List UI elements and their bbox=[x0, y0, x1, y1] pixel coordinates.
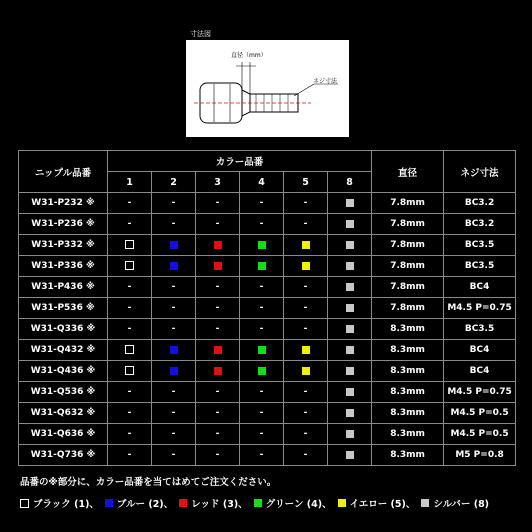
yellow-swatch-icon bbox=[302, 367, 310, 375]
green-swatch-icon bbox=[258, 262, 266, 270]
table-row bbox=[19, 340, 516, 361]
legend-item bbox=[254, 496, 332, 510]
legend-label: レッド (3)、 bbox=[191, 499, 248, 510]
thread-value: M4.5 P=0.75 bbox=[444, 298, 516, 319]
color-unavailable: - bbox=[196, 382, 240, 403]
color-unavailable: - bbox=[108, 403, 152, 424]
part-number: W31-Q736 ※ bbox=[19, 445, 108, 466]
color-unavailable: - bbox=[108, 298, 152, 319]
table-row bbox=[19, 424, 516, 445]
color-cell bbox=[240, 256, 284, 277]
silver-swatch-icon bbox=[346, 220, 354, 228]
silver-swatch-icon bbox=[346, 283, 354, 291]
red-swatch-icon bbox=[214, 262, 222, 270]
color-unavailable: - bbox=[196, 403, 240, 424]
legend-label: イエロー (5)、 bbox=[349, 499, 416, 510]
silver-swatch-icon bbox=[346, 430, 354, 438]
color-unavailable: - bbox=[284, 193, 328, 214]
color-unavailable: - bbox=[196, 193, 240, 214]
legend-label: シルバー (8) bbox=[433, 499, 490, 510]
color-cell bbox=[284, 235, 328, 256]
yellow-swatch-icon bbox=[338, 499, 346, 507]
color-unavailable: - bbox=[284, 214, 328, 235]
color-legend bbox=[20, 496, 495, 510]
color-unavailable: - bbox=[152, 214, 196, 235]
color-cell bbox=[152, 340, 196, 361]
silver-swatch-icon bbox=[346, 451, 354, 459]
header-nipple: ニップル品番 bbox=[19, 151, 108, 193]
diameter-value: 7.8mm bbox=[372, 214, 444, 235]
color-cell bbox=[152, 256, 196, 277]
black-swatch-icon bbox=[20, 499, 29, 508]
diameter-value: 8.3mm bbox=[372, 445, 444, 466]
color-unavailable: - bbox=[152, 319, 196, 340]
thread-value: M4.5 P=0.5 bbox=[444, 403, 516, 424]
silver-swatch-icon bbox=[346, 325, 354, 333]
diameter-value: 7.8mm bbox=[372, 193, 444, 214]
color-unavailable: - bbox=[152, 382, 196, 403]
diameter-value: 7.8mm bbox=[372, 235, 444, 256]
color-unavailable: - bbox=[152, 193, 196, 214]
color-cell bbox=[328, 403, 372, 424]
color-unavailable: - bbox=[196, 424, 240, 445]
part-number: W31-Q536 ※ bbox=[19, 382, 108, 403]
color-unavailable: - bbox=[240, 424, 284, 445]
black-swatch-icon bbox=[125, 345, 134, 354]
color-unavailable: - bbox=[152, 403, 196, 424]
diameter-value: 8.3mm bbox=[372, 403, 444, 424]
blue-swatch-icon bbox=[170, 241, 178, 249]
color-col-1: 1 bbox=[108, 172, 152, 193]
table-row bbox=[19, 319, 516, 340]
dimension-diagram bbox=[186, 40, 349, 137]
diameter-value: 8.3mm bbox=[372, 361, 444, 382]
thread-value: BC4 bbox=[444, 361, 516, 382]
blue-swatch-icon bbox=[170, 367, 178, 375]
header-diameter: 直径 bbox=[372, 151, 444, 193]
color-unavailable: - bbox=[152, 277, 196, 298]
silver-swatch-icon bbox=[346, 388, 354, 396]
thread-value: BC4 bbox=[444, 277, 516, 298]
color-cell bbox=[108, 361, 152, 382]
color-unavailable: - bbox=[240, 277, 284, 298]
legend-item bbox=[105, 496, 173, 510]
color-unavailable: - bbox=[196, 298, 240, 319]
color-unavailable: - bbox=[108, 277, 152, 298]
table-row bbox=[19, 298, 516, 319]
red-swatch-icon bbox=[214, 346, 222, 354]
color-unavailable: - bbox=[284, 277, 328, 298]
silver-swatch-icon bbox=[346, 199, 354, 207]
thread-value: BC4 bbox=[444, 340, 516, 361]
diameter-value: 8.3mm bbox=[372, 382, 444, 403]
table-row bbox=[19, 214, 516, 235]
blue-swatch-icon bbox=[105, 499, 113, 507]
diameter-value: 7.8mm bbox=[372, 298, 444, 319]
thread-value: M4.5 P=0.5 bbox=[444, 424, 516, 445]
color-unavailable: - bbox=[240, 193, 284, 214]
table-row bbox=[19, 235, 516, 256]
table-row bbox=[19, 193, 516, 214]
spec-table bbox=[18, 150, 516, 466]
color-unavailable: - bbox=[196, 319, 240, 340]
diagram-title: 寸法図 bbox=[190, 30, 211, 38]
color-unavailable: - bbox=[240, 403, 284, 424]
color-col-5: 5 bbox=[284, 172, 328, 193]
thread-value: BC3.2 bbox=[444, 193, 516, 214]
color-cell bbox=[196, 340, 240, 361]
legend-label: グリーン (4)、 bbox=[265, 499, 332, 510]
table-row bbox=[19, 277, 516, 298]
color-cell bbox=[328, 361, 372, 382]
silver-swatch-icon bbox=[346, 409, 354, 417]
silver-swatch-icon bbox=[346, 346, 354, 354]
green-swatch-icon bbox=[258, 241, 266, 249]
part-number: W31-P536 ※ bbox=[19, 298, 108, 319]
order-note: 品番の※部分に、カラー品番を当てはめてご注文ください。 bbox=[20, 477, 277, 488]
color-unavailable: - bbox=[284, 319, 328, 340]
color-cell bbox=[328, 340, 372, 361]
color-cell bbox=[196, 235, 240, 256]
silver-swatch-icon bbox=[346, 304, 354, 312]
green-swatch-icon bbox=[258, 346, 266, 354]
legend-item bbox=[179, 496, 248, 510]
color-unavailable: - bbox=[152, 445, 196, 466]
part-number: W31-P436 ※ bbox=[19, 277, 108, 298]
nipple-drawing bbox=[186, 40, 349, 137]
color-cell bbox=[152, 235, 196, 256]
table-row bbox=[19, 403, 516, 424]
black-swatch-icon bbox=[125, 366, 134, 375]
table-row bbox=[19, 256, 516, 277]
color-unavailable: - bbox=[108, 445, 152, 466]
part-number: W31-P336 ※ bbox=[19, 256, 108, 277]
thread-value: BC3.2 bbox=[444, 214, 516, 235]
green-swatch-icon bbox=[254, 499, 262, 507]
color-cell bbox=[328, 382, 372, 403]
color-cell bbox=[240, 340, 284, 361]
legend-item bbox=[338, 496, 416, 510]
color-unavailable: - bbox=[108, 193, 152, 214]
part-number: W31-P236 ※ bbox=[19, 214, 108, 235]
red-swatch-icon bbox=[214, 241, 222, 249]
part-number: W31-Q636 ※ bbox=[19, 424, 108, 445]
part-number: W31-Q336 ※ bbox=[19, 319, 108, 340]
part-number: W31-P232 ※ bbox=[19, 193, 108, 214]
color-cell bbox=[284, 340, 328, 361]
color-unavailable: - bbox=[240, 445, 284, 466]
color-unavailable: - bbox=[240, 319, 284, 340]
color-col-4: 4 bbox=[240, 172, 284, 193]
header-thread: ネジ寸法 bbox=[444, 151, 516, 193]
color-unavailable: - bbox=[152, 424, 196, 445]
diameter-value: 8.3mm bbox=[372, 424, 444, 445]
color-cell bbox=[328, 256, 372, 277]
blue-swatch-icon bbox=[170, 346, 178, 354]
color-cell bbox=[328, 445, 372, 466]
red-swatch-icon bbox=[179, 499, 187, 507]
silver-swatch-icon bbox=[346, 367, 354, 375]
color-cell bbox=[328, 277, 372, 298]
silver-swatch-icon bbox=[346, 241, 354, 249]
red-swatch-icon bbox=[214, 367, 222, 375]
color-unavailable: - bbox=[284, 445, 328, 466]
diameter-value: 7.8mm bbox=[372, 277, 444, 298]
black-swatch-icon bbox=[125, 261, 134, 270]
header-color: カラー品番 bbox=[108, 151, 372, 172]
color-unavailable: - bbox=[108, 214, 152, 235]
thread-value: BC3.5 bbox=[444, 235, 516, 256]
yellow-swatch-icon bbox=[302, 262, 310, 270]
color-unavailable: - bbox=[152, 298, 196, 319]
color-cell bbox=[284, 361, 328, 382]
color-unavailable: - bbox=[196, 277, 240, 298]
color-cell bbox=[240, 361, 284, 382]
legend-item bbox=[421, 496, 489, 510]
yellow-swatch-icon bbox=[302, 346, 310, 354]
color-cell bbox=[108, 256, 152, 277]
color-col-8: 8 bbox=[328, 172, 372, 193]
color-cell bbox=[328, 214, 372, 235]
color-cell bbox=[328, 235, 372, 256]
part-number: W31-Q432 ※ bbox=[19, 340, 108, 361]
thread-value: BC3.5 bbox=[444, 256, 516, 277]
color-cell bbox=[108, 340, 152, 361]
color-unavailable: - bbox=[108, 424, 152, 445]
color-cell bbox=[284, 256, 328, 277]
diameter-value: 8.3mm bbox=[372, 319, 444, 340]
diameter-value: 7.8mm bbox=[372, 256, 444, 277]
color-cell bbox=[328, 193, 372, 214]
color-col-3: 3 bbox=[196, 172, 240, 193]
silver-swatch-icon bbox=[421, 499, 429, 507]
spec-table-body bbox=[19, 193, 516, 466]
color-unavailable: - bbox=[284, 424, 328, 445]
diameter-value: 8.3mm bbox=[372, 340, 444, 361]
thread-value: M5 P=0.8 bbox=[444, 445, 516, 466]
color-cell bbox=[328, 424, 372, 445]
color-cell bbox=[240, 235, 284, 256]
part-number: W31-Q436 ※ bbox=[19, 361, 108, 382]
green-swatch-icon bbox=[258, 367, 266, 375]
part-number: W31-P332 ※ bbox=[19, 235, 108, 256]
color-unavailable: - bbox=[284, 298, 328, 319]
legend-label: ブラック (1)、 bbox=[33, 499, 99, 510]
color-unavailable: - bbox=[108, 382, 152, 403]
yellow-swatch-icon bbox=[302, 241, 310, 249]
table-row bbox=[19, 445, 516, 466]
thread-value: M4.5 P=0.75 bbox=[444, 382, 516, 403]
blue-swatch-icon bbox=[170, 262, 178, 270]
color-unavailable: - bbox=[284, 403, 328, 424]
legend-label: ブルー (2)、 bbox=[116, 499, 174, 510]
thread-label: ネジ寸法 bbox=[313, 78, 338, 85]
color-unavailable: - bbox=[196, 445, 240, 466]
color-unavailable: - bbox=[108, 319, 152, 340]
table-row bbox=[19, 382, 516, 403]
diameter-label: 直径（mm） bbox=[231, 52, 267, 59]
color-cell bbox=[196, 361, 240, 382]
table-row bbox=[19, 361, 516, 382]
color-cell bbox=[328, 319, 372, 340]
color-cell bbox=[152, 361, 196, 382]
color-cell bbox=[108, 235, 152, 256]
silver-swatch-icon bbox=[346, 262, 354, 270]
color-unavailable: - bbox=[240, 214, 284, 235]
part-number: W31-Q632 ※ bbox=[19, 403, 108, 424]
color-cell bbox=[196, 256, 240, 277]
color-unavailable: - bbox=[196, 214, 240, 235]
color-unavailable: - bbox=[284, 382, 328, 403]
legend-item bbox=[20, 496, 99, 510]
color-cell bbox=[328, 298, 372, 319]
color-unavailable: - bbox=[240, 382, 284, 403]
black-swatch-icon bbox=[125, 240, 134, 249]
thread-value: BC3.5 bbox=[444, 319, 516, 340]
color-col-2: 2 bbox=[152, 172, 196, 193]
color-unavailable: - bbox=[240, 298, 284, 319]
